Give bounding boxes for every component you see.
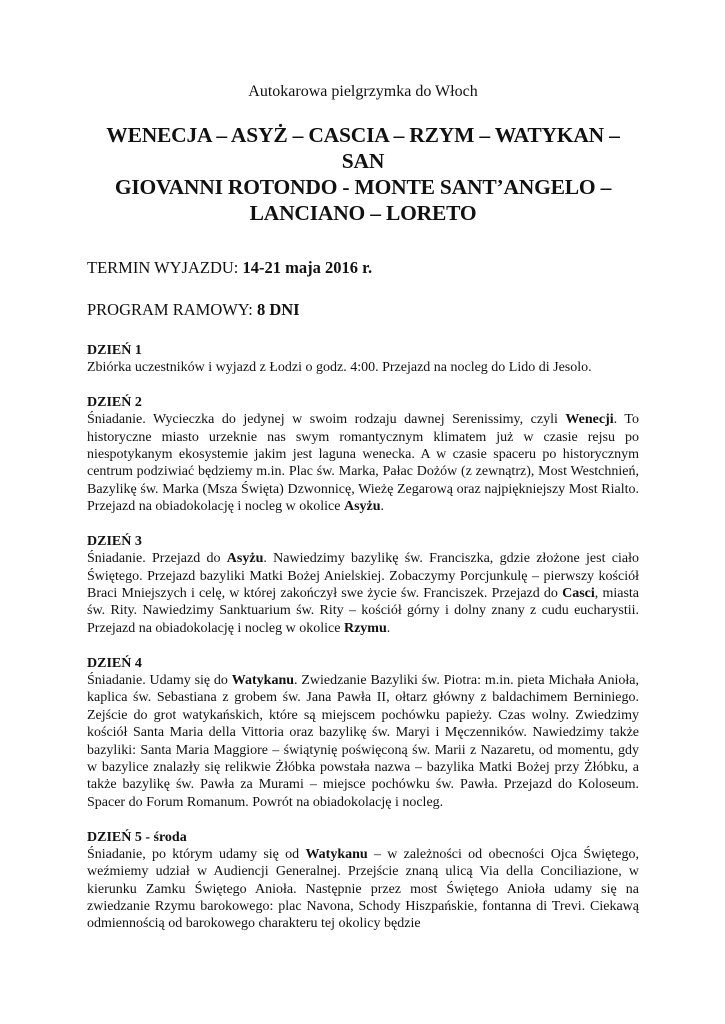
description-text: . (386, 620, 391, 636)
description-text: Zbiórka uczestników i wyjazd z Łodzi o godz. 4:00. Przejazd na nocleg do Lido di Jesolo. (87, 360, 592, 375)
day-section (87, 533, 639, 637)
day-section (87, 655, 639, 811)
title-line: GIOVANNI ROTONDO - MONTE SANT’ANGELO – (114, 175, 612, 199)
program-length-value: 8 DNI (256, 300, 300, 319)
description-text: . Nawiedzimy bazylikę św. Franciszka, gdzie złożone jest ciało Świętego. Przejazd bazyliki Matki Bożej Anielskiej. Zobaczymy Porcjunkulę – pierwszy kościół Braci Mniejszych i celę, w której zakończył swe życie św. Franciszek. Przejazd do (87, 551, 639, 602)
description-text: – w zależności od obecności Ojca Świętego, weźmiemy udział w Audiencji Generalnej. Przejście znaną ulicą Via della Conciliazione, w kierunku Zamku Świętego Anioła. Następnie przez most Świętego Anioła udamy się na zwiedzanie Rzymu barokowego: plac Navona, Schody Hiszpańskie, fontanna di Trevi. Ciekawą odmiennością od barokowego charakteru tej okolicy będzie (87, 846, 639, 932)
title-line: WENECJA – ASYŻ – CASCIA – RZYM – WATYKAN – SAN (106, 123, 620, 173)
itinerary-days (87, 342, 639, 933)
description-text: Śniadanie. Przejazd do (87, 551, 227, 567)
day-description (87, 359, 639, 376)
highlighted-place: Asyżu (226, 551, 264, 567)
description-text: . Zwiedzanie Bazyliki św. Piotra: m.in. pieta Michała Anioła, kaplica św. Sebastiana z grobem św. Jana Pawła II, ołtarz główny z baldachimem Berniniego. Zejście do grot watykańskich, które są miejscem pochówku papieży. Czas wolny. Zwiedzimy kościół Santa Maria della Vittoria oraz bazylikę św. Maryi i Męczenników. Nawiedzimy także bazyliki: Santa Maria Maggiore – świątynię poświęconą św. Marii z Nazaretu, od momentu, gdy w bazylice znalazły się relikwie Żłóbka powstała nazwa – bazylika Matki Bożej przy Żłóbku, a także bazylikę św. Pawła za Murami – miejsce pochówku św. Pawła. Przejazd do Koloseum. Spacer do Forum Romanum. Powrót na obiadokolację i nocleg. (87, 673, 639, 810)
description-text: . To historyczne miasto urzeknie nas swym romantycznym klimatem już w czasie rejsu po niespotykanym ekosystemie jakim jest laguna wenecka. A w czasie spaceru po historycznym centrum podziwiać będziemy m.in. Plac św. Marka, Pałac Dożów (z zewnątrz), Most Westchnień, Bazylikę św. Marka (Msza Święta) Dzwonnicę, Wieżę Zegarową oraz najpiękniejszy Most Rialto. Przejazd na obiadokolację i nocleg w okolice (87, 412, 639, 515)
day-heading: DZIEŃ 2 (87, 395, 142, 411)
document-subtitle: Autokarowa pielgrzymka do Włoch (248, 83, 478, 100)
program-length (87, 300, 639, 320)
highlighted-place: Watykanu (231, 673, 295, 689)
day-heading: DZIEŃ 5 - środa (87, 829, 187, 845)
title-line: LANCIANO – LORETO (249, 201, 477, 225)
day-heading: DZIEŃ 4 (87, 656, 142, 672)
day-section (87, 829, 639, 933)
day-description (87, 411, 639, 515)
day-description (87, 672, 639, 811)
description-text: Śniadanie. Udamy się do (87, 673, 232, 689)
document-page (87, 82, 639, 951)
day-heading: DZIEŃ 1 (87, 343, 142, 358)
description-text: , miasta św. Rity. Nawiedzimy Sanktuarium św. Rity – kościół górny i dolny znany z cudu eucharystii. Przejazd na obiadokolację i nocleg w okolice (87, 586, 639, 636)
description-text: . (380, 499, 385, 515)
day-heading: DZIEŃ 3 (87, 534, 142, 550)
day-description (87, 846, 639, 933)
day-description (87, 550, 639, 637)
highlighted-place: Rzymu (343, 620, 387, 636)
document-title (87, 122, 639, 226)
highlighted-place: Watykanu (305, 846, 368, 862)
description-text: Śniadanie. Wycieczka do jedynej w swoim rodzaju dawnej Serenissimy, czyli (87, 412, 566, 428)
day-section (87, 394, 639, 515)
highlighted-place: Casci (562, 586, 595, 602)
departure-date (87, 258, 639, 278)
highlighted-place: Asyżu (343, 499, 381, 515)
departure-date-label: TERMIN WYJAZDU: (87, 258, 243, 277)
departure-date-value: 14-21 maja 2016 r. (242, 258, 373, 277)
description-text: Śniadanie, po którym udamy się od (87, 846, 306, 862)
day-section (87, 342, 639, 376)
highlighted-place: Wenecji (565, 412, 614, 428)
program-length-label: PROGRAM RAMOWY: (87, 300, 257, 319)
